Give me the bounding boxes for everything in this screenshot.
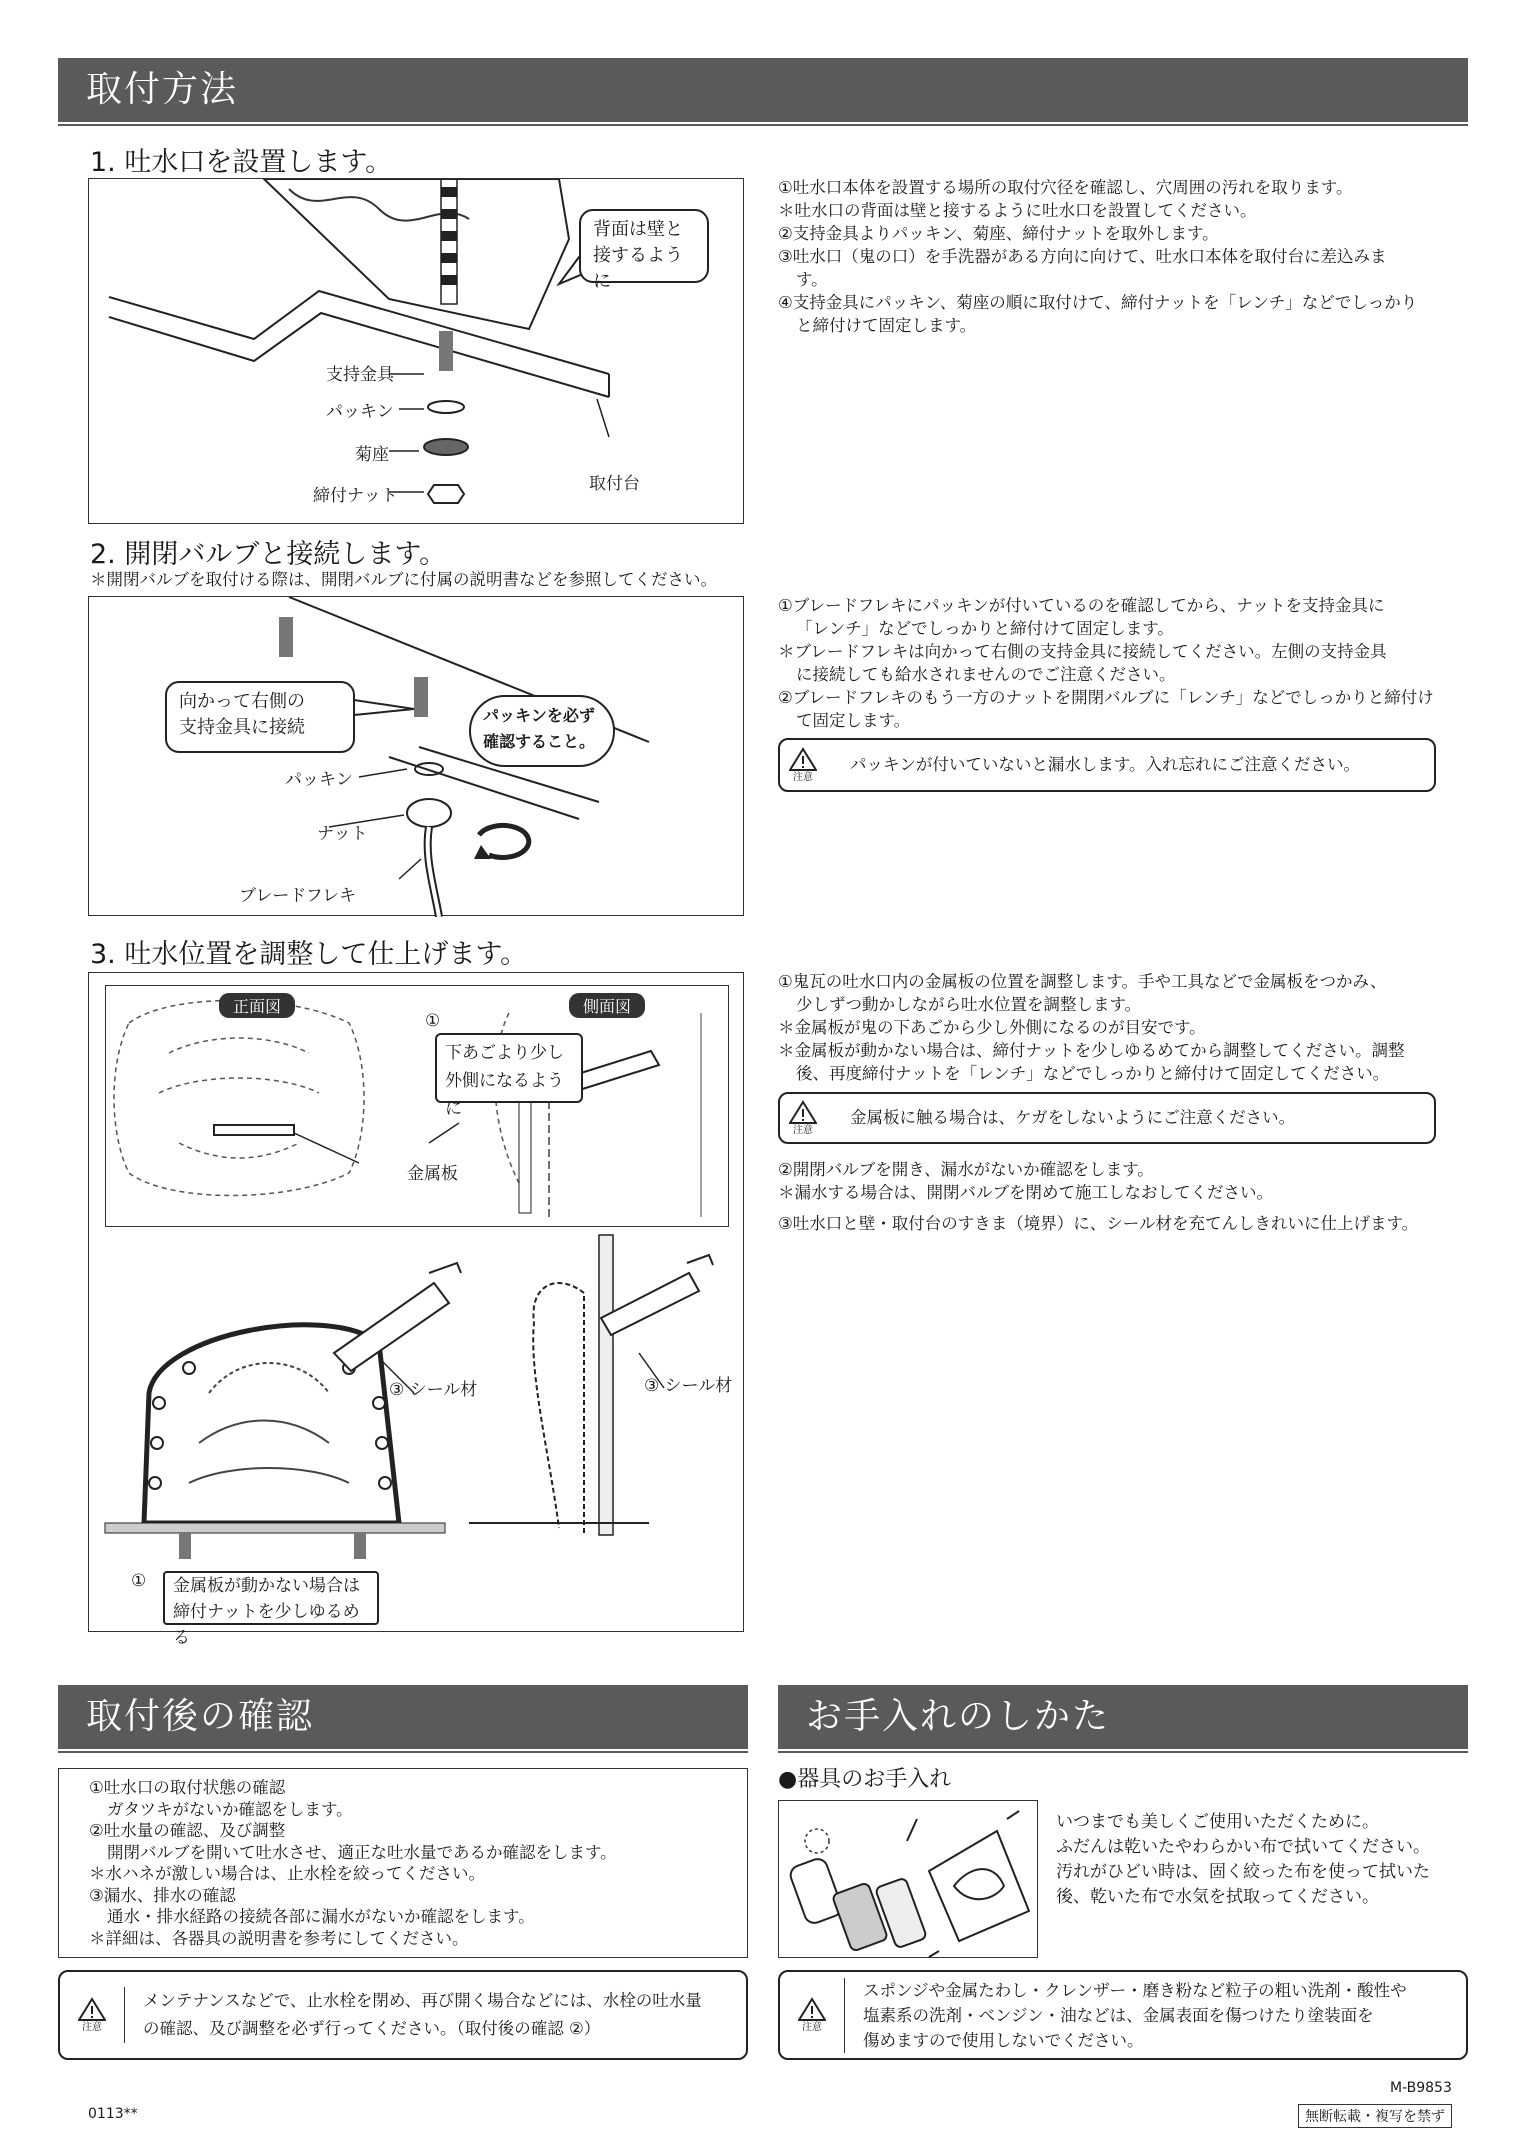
step3-instructions-a: ①鬼瓦の吐水口内の金属板の位置を調整します。手や工具などで金属板をつかみ、 少しずつ動かしながら吐水位置を調整します。 ＊金属板が鬼の下あごから少し外側になるのが目安です。 ＊金属板が動かない場合は、締付ナットを少しゆるめてから調整してください。調整 後、再度締付ナットを「レンチ」などでしっかりと締付けて固定してください。	[778, 972, 1405, 1083]
step1-title: 1. 吐水口を設置します。	[90, 147, 393, 178]
step2-figure	[88, 596, 744, 916]
step3-instructions-b: ②開閉バルブを開き、漏水がないか確認をします。 ＊漏水する場合は、開閉バルブを閉めて施工しなおしてください。 ③吐水口と壁・取付台のすきま（境界）に、シール材を充てんしきれいに仕上げます。	[778, 1160, 1419, 1233]
step1-figure	[88, 178, 744, 524]
step2-bubble-right: パッキンを必ず 確認すること。	[469, 695, 615, 767]
caution-text: スポンジや金属たわし・クレンザー・磨き粉など粒子の粗い洗剤・酸性や 塩素系の洗剤・ベンジン・油などは、金属表面を傷つけたり塗装面を 傷めますので使用しないでください。	[844, 1978, 1407, 2053]
label-base: 取付台	[589, 474, 640, 494]
label-packing-2: パッキン	[285, 770, 353, 790]
maintenance-subtitle: ●器具のお手入れ	[778, 1767, 952, 1792]
section-title: 取付後の確認	[86, 1696, 315, 1737]
label-packing: パッキン	[326, 402, 394, 422]
label-kikuza: 菊座	[355, 445, 389, 465]
label-seal-left: ③ シール材	[389, 1380, 478, 1400]
maintenance-caution	[778, 1970, 1468, 2060]
step2-caution	[778, 738, 1436, 792]
step2-bubble-left: 向かって右側の 支持金具に接続	[165, 681, 355, 753]
maintenance-text: いつまでも美しくご使用いただくために。 ふだんは乾いたやわらかい布で拭いてください。 汚れがひどい時は、固く絞った布を使って拭いた 後、乾いた布で水気を拭取ってください。	[1056, 1812, 1430, 1907]
step3-circle1: ①	[425, 1011, 441, 1031]
tag-front-view: 正面図	[219, 993, 295, 1018]
step3-bubble: 下あごより少し 外側になるように	[435, 1033, 583, 1103]
caution-text: 金属板に触る場合は、ケガをしないようにご注意ください。	[850, 1108, 1296, 1127]
label-nut: 締付ナット	[313, 486, 398, 506]
caution-text: メンテナンスなどで、止水栓を閉め、再び開く場合などには、水栓の吐水量 の確認、及び調整を必ず行ってください。（取付後の確認 ②）	[124, 1987, 702, 2043]
tag-side-view: 側面図	[569, 993, 645, 1018]
caution-icon: 注意	[780, 1997, 844, 2034]
section-header-installation	[58, 58, 1468, 122]
caution-icon: 注意	[780, 747, 826, 784]
step3-illustration	[89, 973, 745, 1633]
label-hose: ブレードフレキ	[239, 886, 357, 906]
step3-title: 3. 吐水位置を調整して仕上げます。	[90, 939, 528, 970]
section-title: お手入れのしかた	[806, 1696, 1111, 1737]
label-seal-right: ③ シール材	[644, 1376, 733, 1396]
caution-icon: 注意	[60, 1997, 124, 2034]
step2-title: 2. 開閉バルブと接続します。	[90, 539, 447, 570]
step3-bottom-note: 金属板が動かない場合は 締付ナットを少しゆるめる	[163, 1571, 379, 1625]
step2-illustration	[89, 597, 745, 917]
step3-caution	[778, 1092, 1436, 1144]
section-header-maintenance	[778, 1685, 1468, 1749]
post-install-checklist: ①吐水口の取付状態の確認 ガタツキがないか確認をします。 ②吐水量の確認、及び調整 開閉バルブを開いて吐水させ、適正な吐水量であるか確認をします。 ＊水ハネが激しい場合は、止水栓を絞ってください。 ③漏水、排水の確認 通水・排水経路の接続各部に漏水がないか確認をします。 ＊詳細は、各器具の説明書を参考にしてください。	[58, 1768, 748, 1958]
step3-bottom-num: ①	[131, 1571, 147, 1591]
section-title: 取付方法	[86, 69, 239, 110]
post-install-caution	[58, 1970, 748, 2060]
caution-text: パッキンが付いていないと漏水します。入れ忘れにご注意ください。	[850, 755, 1361, 774]
step1-bubble: 背面は壁と 接するように	[579, 209, 709, 283]
footer-code-left: 0113**	[88, 2106, 138, 2122]
step2-instructions: ①ブレードフレキにパッキンが付いているのを確認してから、ナットを支持金具に 「レンチ」などでしっかりと締付けて固定します。 ＊ブレードフレキは向かって右側の支持金具に接続してください。左側の支持金具 に接続しても給水されませんのでご注意ください。 ②ブレードフレキのもう一方のナットを開閉バルブに「レンチ」などでしっかりと締付け て固定します。	[778, 596, 1434, 730]
footer-code-right: M-B9853	[1390, 2080, 1452, 2096]
label-bracket: 支持金具	[326, 365, 394, 385]
maintenance-illustration	[779, 1801, 1039, 1959]
footer-notice: 無断転載・複写を禁ず	[1298, 2104, 1452, 2128]
maintenance-figure	[778, 1800, 1038, 1958]
section-header-post-install	[58, 1685, 748, 1749]
step3-figure	[88, 972, 744, 1648]
caution-icon: 注意	[780, 1100, 826, 1137]
step2-note: ＊開閉バルブを取付ける際は、開閉バルブに付属の説明書などを参照してください。	[90, 570, 717, 589]
step1-instructions: ①吐水口本体を設置する場所の取付穴径を確認し、穴周囲の汚れを取ります。 ＊吐水口の背面は壁と接するように吐水口を設置してください。 ②支持金具よりパッキン、菊座、締付ナットを取外します。 ③吐水口（鬼の口）を手洗器がある方向に向けて、吐水口本体を取付台に差込みま す。 ④支持金具にパッキン、菊座の順に取付けて、締付ナットを「レンチ」などでしっかり と締付けて固定します。	[778, 178, 1418, 335]
label-metal-plate: 金属板	[407, 1164, 458, 1184]
label-nut-2: ナット	[317, 824, 368, 844]
